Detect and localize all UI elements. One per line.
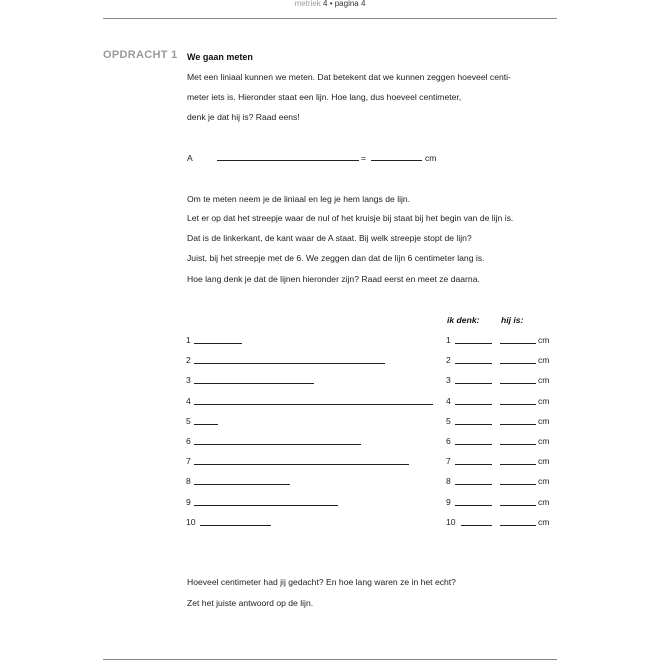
intro-line-1: Met een liniaal kunnen we meten. Dat betekent dat we kunnen zeggen hoeveel centi-	[187, 72, 511, 82]
unit-label: cm	[538, 355, 550, 365]
example-letter: A	[187, 153, 193, 163]
unit-label: cm	[538, 396, 550, 406]
unit-label: cm	[538, 456, 550, 466]
actual-field[interactable]	[500, 363, 536, 364]
explanation-line-4: Juist, bij het streepje met de 6. We zeggen dan dat de lijn 6 centimeter lang is.	[187, 253, 485, 263]
row-number: 3	[186, 375, 191, 385]
guess-field[interactable]	[455, 444, 492, 445]
actual-field[interactable]	[500, 424, 536, 425]
answer-row-number: 8	[446, 476, 451, 486]
guess-field[interactable]	[455, 343, 492, 344]
measure-line	[194, 484, 290, 485]
guess-field[interactable]	[455, 464, 492, 465]
actual-field[interactable]	[500, 343, 536, 344]
row-number: 7	[186, 456, 191, 466]
measure-line	[194, 363, 385, 364]
unit-label: cm	[538, 375, 550, 385]
answer-row-number: 10	[446, 517, 456, 527]
unit-label: cm	[538, 517, 550, 527]
example-line	[217, 160, 359, 161]
measure-line	[194, 424, 218, 425]
explanation-line-1: Om te meten neem je de liniaal en leg je hem langs de lijn.	[187, 194, 411, 204]
example-equals: =	[361, 153, 367, 163]
answer-row-number: 7	[446, 456, 451, 466]
row-number: 6	[186, 436, 191, 446]
intro-line-2: meter iets is. Hieronder staat een lijn. Hoe lang, dus hoeveel centimeter,	[187, 92, 462, 102]
unit-label: cm	[538, 476, 550, 486]
measure-line	[194, 444, 361, 445]
measure-line	[194, 505, 338, 506]
actual-field[interactable]	[500, 383, 536, 384]
actual-field[interactable]	[500, 444, 536, 445]
top-divider	[103, 18, 557, 19]
answer-row-number: 1	[446, 335, 451, 345]
unit-label: cm	[538, 497, 550, 507]
guess-field[interactable]	[455, 505, 492, 506]
answer-row-number: 5	[446, 416, 451, 426]
row-number: 10	[186, 517, 196, 527]
section-label: OPDRACHT 1	[103, 49, 178, 61]
closing-line-2: Zet het juiste antwoord op de lijn.	[187, 598, 314, 608]
column-guess-header: ik denk:	[447, 315, 480, 325]
guess-field[interactable]	[455, 383, 492, 384]
example-unit: cm	[425, 153, 437, 163]
explanation-line-2: Let er op dat het streepje waar de nul of het kruisje bij staat bij het begin van de lijn is.	[187, 213, 514, 223]
guess-field[interactable]	[455, 404, 492, 405]
answer-row-number: 9	[446, 497, 451, 507]
actual-field[interactable]	[500, 484, 536, 485]
column-actual-header: hij is:	[501, 315, 524, 325]
row-number: 5	[186, 416, 191, 426]
actual-field[interactable]	[500, 525, 536, 526]
measure-line	[194, 404, 433, 405]
intro-line-3: denk je dat hij is? Raad eens!	[187, 112, 300, 122]
section-title: We gaan meten	[187, 52, 253, 62]
row-number: 8	[186, 476, 191, 486]
measure-line	[200, 525, 271, 526]
guess-field[interactable]	[455, 363, 492, 364]
actual-field[interactable]	[500, 404, 536, 405]
measure-line	[194, 383, 314, 384]
answer-row-number: 4	[446, 396, 451, 406]
row-number: 2	[186, 355, 191, 365]
closing-line-1: Hoeveel centimeter had jij gedacht? En hoe lang waren ze in het echt?	[187, 577, 456, 587]
guess-field[interactable]	[461, 525, 492, 526]
explanation-line-5: Hoe lang denk je dat de lijnen hieronder zijn? Raad eerst en meet ze daarna.	[187, 274, 480, 284]
row-number: 9	[186, 497, 191, 507]
row-number: 4	[186, 396, 191, 406]
answer-row-number: 3	[446, 375, 451, 385]
example-answer-field[interactable]	[371, 160, 422, 161]
header-prefix: metriek	[294, 0, 321, 8]
explanation-line-3: Dat is de linkerkant, de kant waar de A staat. Bij welk streepje stopt de lijn?	[187, 233, 472, 243]
actual-field[interactable]	[500, 505, 536, 506]
unit-label: cm	[538, 335, 550, 345]
measure-line	[194, 464, 409, 465]
page-header	[0, 0, 660, 10]
answer-row-number: 2	[446, 355, 451, 365]
answer-row-number: 6	[446, 436, 451, 446]
measure-line	[194, 343, 242, 344]
actual-field[interactable]	[500, 464, 536, 465]
header-suffix: 4 • pagina 4	[323, 0, 366, 8]
guess-field[interactable]	[455, 424, 492, 425]
unit-label: cm	[538, 436, 550, 446]
row-number: 1	[186, 335, 191, 345]
unit-label: cm	[538, 416, 550, 426]
guess-field[interactable]	[455, 484, 492, 485]
